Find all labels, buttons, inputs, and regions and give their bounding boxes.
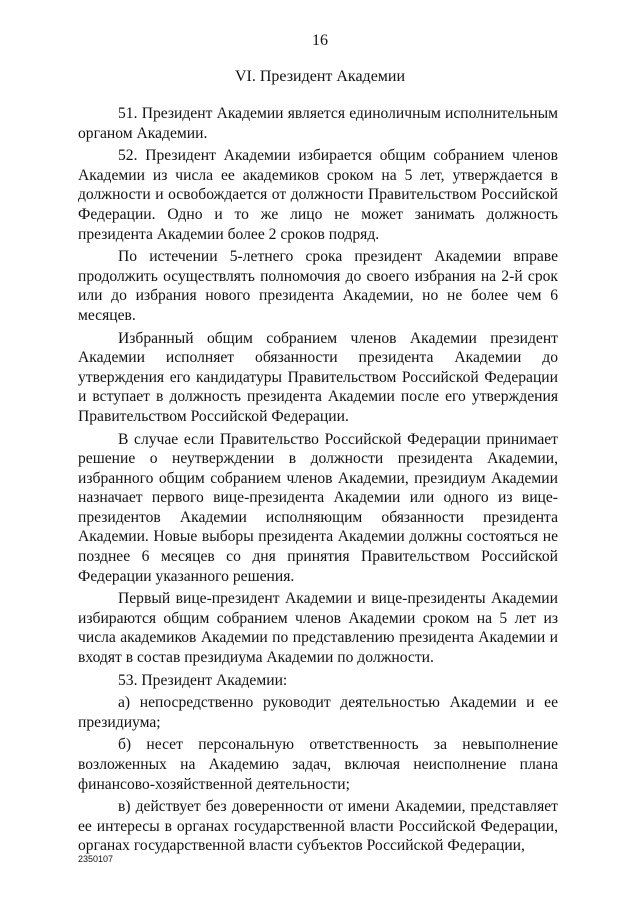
- footer-document-code: 2350107: [78, 854, 114, 864]
- list-item-a: а) непосредственно руководит деятельностью Академии и ее президиума;: [78, 694, 558, 731]
- page-number: 16: [312, 32, 328, 49]
- list-item-b: б) несет персональную ответственность за невыполнение возложенных на Академию задач, включая неисполнение плана финансово-хозяйственной деятельности;: [78, 736, 558, 793]
- document-body: [78, 104, 558, 859]
- paragraph-53: 53. Президент Академии:: [118, 671, 288, 689]
- paragraph-52: 52. Президент Академии избирается общим собранием членов Академии из числа ее академиков сроком на 5 лет, утверждается в должности и освобождается от должности Правительством Российской Федерации. Одно и то же лицо не может занимать должность президента Академии более 2 сроков подряд.: [78, 147, 558, 243]
- section-title: VI. Президент Академии: [234, 68, 406, 85]
- paragraph-51: 51. Президент Академии является единоличным исполнительным органом Академии.: [78, 105, 558, 142]
- paragraph-non-approval: В случае если Правительство Российской Федерации принимает решение о неутверждении в должности президента Академии, избранного общим собранием членов Академии, президиум Академии назначает первого вице-президента Академии или одного из вице-президентов Академии исполняющим обязанности президента Академии. Новые выборы президента Академии должны состояться не позднее 6 месяцев со дня принятия Правительством Российской Федерации указанного решения.: [78, 430, 558, 585]
- paragraph-term-expiry: По истечении 5-летнего срока президент Академии вправе продолжить осуществлять полномочия до своего избрания на 2-й срок или до избрания нового президента Академии, но не более чем 6 месяцев.: [78, 248, 558, 324]
- list-item-c: в) действует без доверенности от имени Академии, представляет ее интересы в органах государственной власти Российской Федерации, органах государственной власти субъектов Российской Федерации,: [78, 798, 558, 855]
- paragraph-elected-president: Избранный общим собранием членов Академии президент Академии исполняет обязанности президента Академии до утверждения его кандидатуры Правительством Российской Федерации и вступает в должность президента Академии после его утверждения Правительством Российской Федерации.: [78, 329, 558, 425]
- paragraph-vice-presidents: Первый вице-президент Академии и вице-президенты Академии избираются общим собранием членов Академии сроком на 5 лет из числа академиков Академии по представлению президента Академии и входят в состав президиума Академии по должности.: [78, 590, 558, 667]
